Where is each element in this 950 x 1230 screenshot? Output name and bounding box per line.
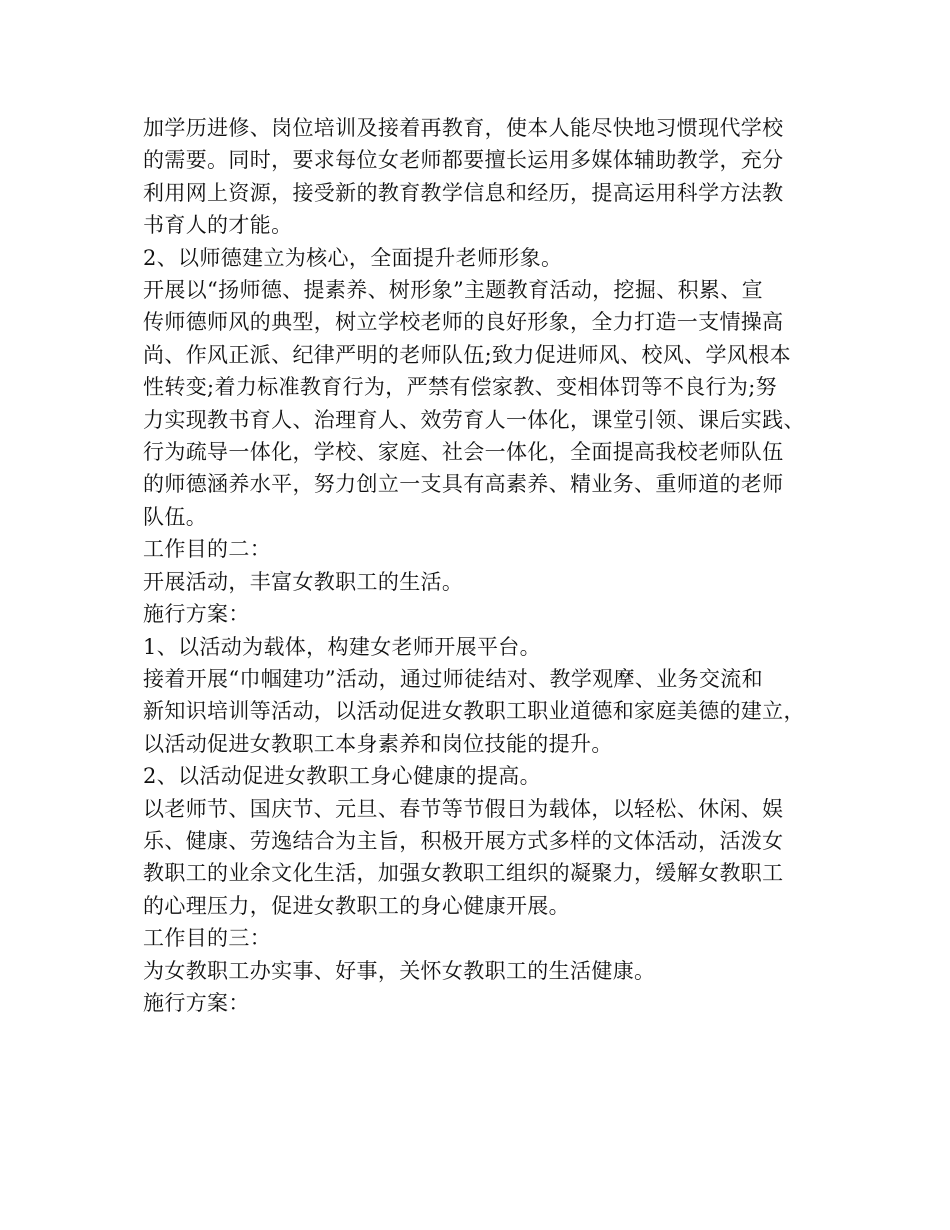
- text-line: 力实现教书育人、治理育人、效劳育人一体化，课堂引领、课后实践、: [143, 407, 805, 432]
- section-heading: 1、以活动为载体，构建女老师开展平台。: [143, 634, 542, 659]
- text-line: 性转变;着力标准教育行为，严禁有偿家教、变相体罚等不良行为;努: [143, 375, 777, 400]
- text-line: 加学历进修、岗位培训及接着再教育，使本人能尽快地习惯现代学校: [143, 116, 784, 140]
- text-line: 开展以“扬师德、提素养、树形象”主题教育活动，挖掘、积累、宣: [143, 278, 763, 303]
- text-line: 的需要。同时，要求每位女老师都要擅长运用多媒体辅助教学，充分: [143, 148, 784, 173]
- text-line: 队伍。: [143, 504, 208, 529]
- goal-heading: 工作目的三：: [143, 926, 272, 951]
- document-body: [143, 112, 833, 1019]
- text-line: 尚、作风正派、纪律严明的老师队伍;致力促进师风、校风、学风根本: [143, 342, 791, 367]
- text-line: 利用网上资源，接受新的教育教学信息和经历，提高运用科学方法教: [143, 180, 784, 205]
- section-heading: 2、以活动促进女教职工身心健康的提高。: [143, 764, 542, 789]
- text-line: 开展活动，丰富女教职工的生活。: [143, 569, 464, 594]
- plan-heading: 施行方案：: [143, 602, 250, 627]
- goal-heading: 工作目的二：: [143, 537, 272, 562]
- text-line: 传师德师风的典型，树立学校老师的良好形象，全力打造一支情操高: [143, 310, 784, 335]
- text-line: 乐、健康、劳逸结合为主旨，积极开展方式多样的文体活动，活泼女: [143, 828, 784, 853]
- text-line: 行为疏导一体化，学校、家庭、社会一体化，全面提高我校老师队伍: [143, 440, 784, 465]
- text-line: 以活动促进女教职工本身素养和岗位技能的提升。: [143, 731, 613, 756]
- plan-heading: 施行方案：: [143, 990, 250, 1015]
- text-line: 书育人的才能。: [143, 213, 293, 238]
- text-line: 为女教职工办实事、好事，关怀女教职工的生活健康。: [143, 958, 656, 983]
- text-line: 接着开展“巾帼建功”活动，通过师徒结对、教学观摩、业务交流和: [143, 666, 763, 691]
- section-heading: 2、以师德建立为核心，全面提升老师形象。: [143, 245, 563, 270]
- text-line: 教职工的业余文化生活，加强女教职工组织的凝聚力，缓解女教职工: [143, 861, 784, 886]
- text-line: 以老师节、国庆节、元旦、春节等节假日为载体，以轻松、休闲、娱: [143, 796, 784, 821]
- text-line: 新知识培训等活动，以活动促进女教职工职业道德和家庭美德的建立，: [143, 699, 805, 724]
- text-line: 的师德涵养水平，努力创立一支具有高素养、精业务、重师道的老师: [143, 472, 784, 497]
- text-line: 的心理压力，促进女教职工的身心健康开展。: [143, 893, 570, 918]
